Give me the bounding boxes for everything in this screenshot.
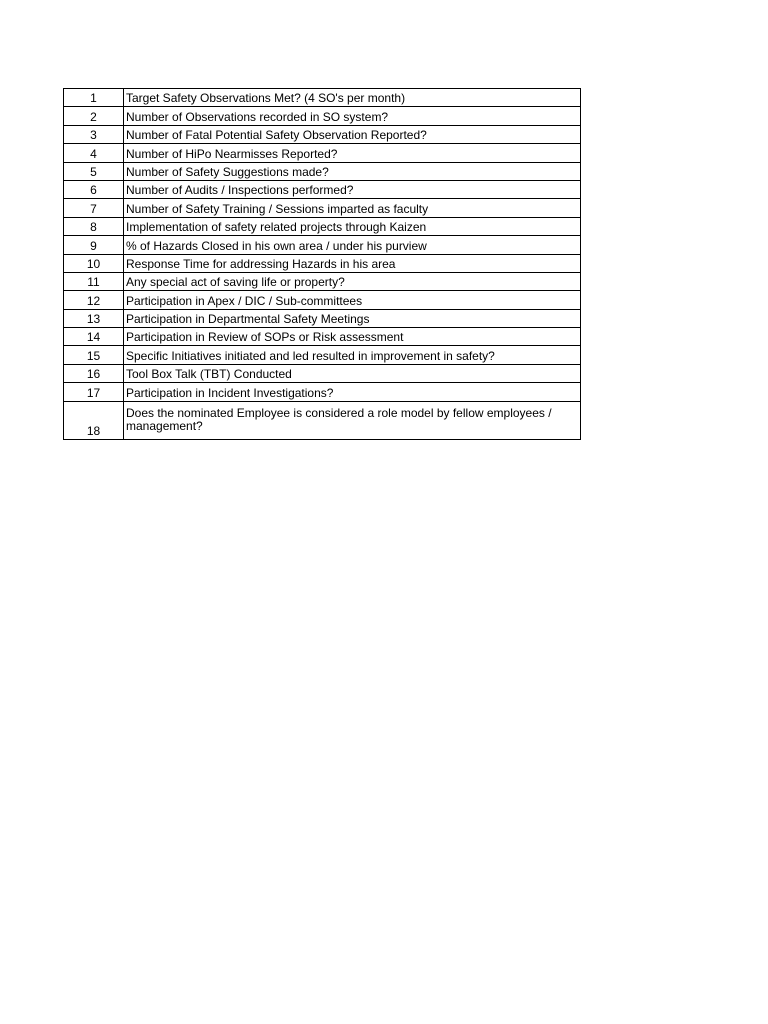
row-criterion: Number of Safety Training / Sessions imparted as faculty [124, 199, 581, 217]
table-row [64, 125, 581, 143]
table-row [64, 217, 581, 235]
row-criterion: Tool Box Talk (TBT) Conducted [124, 364, 581, 382]
row-number: 12 [64, 291, 124, 309]
row-number: 11 [64, 272, 124, 290]
row-criterion: Target Safety Observations Met? (4 SO's per month) [124, 89, 581, 107]
table-row [64, 328, 581, 346]
table-row [64, 291, 581, 309]
row-criterion: Implementation of safety related projects through Kaizen [124, 217, 581, 235]
row-criterion: Does the nominated Employee is considered a role model by fellow employees / management? [124, 401, 581, 439]
row-number: 3 [64, 125, 124, 143]
table-row [64, 236, 581, 254]
row-number: 13 [64, 309, 124, 327]
row-number: 4 [64, 144, 124, 162]
table-row [64, 346, 581, 364]
row-criterion: Participation in Review of SOPs or Risk assessment [124, 328, 581, 346]
row-number: 1 [64, 89, 124, 107]
table-row [64, 364, 581, 382]
table-row [64, 144, 581, 162]
table-row [64, 272, 581, 290]
row-number: 10 [64, 254, 124, 272]
row-criterion: Participation in Departmental Safety Meetings [124, 309, 581, 327]
row-number: 6 [64, 180, 124, 198]
criteria-table-body [64, 89, 581, 440]
row-number: 5 [64, 162, 124, 180]
table-row [64, 89, 581, 107]
row-criterion: Number of Audits / Inspections performed? [124, 180, 581, 198]
table-row [64, 107, 581, 125]
row-number: 18 [64, 401, 124, 439]
row-criterion: Participation in Apex / DIC / Sub-committees [124, 291, 581, 309]
row-number: 14 [64, 328, 124, 346]
criteria-table [63, 88, 581, 440]
row-criterion: Participation in Incident Investigations? [124, 383, 581, 401]
row-number: 2 [64, 107, 124, 125]
row-criterion: Response Time for addressing Hazards in his area [124, 254, 581, 272]
row-criterion: Number of Safety Suggestions made? [124, 162, 581, 180]
row-criterion: Any special act of saving life or property? [124, 272, 581, 290]
row-criterion: % of Hazards Closed in his own area / under his purview [124, 236, 581, 254]
table-row [64, 254, 581, 272]
table-row [64, 162, 581, 180]
table-row [64, 309, 581, 327]
row-criterion: Number of Fatal Potential Safety Observation Reported? [124, 125, 581, 143]
table-row [64, 180, 581, 198]
table-row [64, 383, 581, 401]
row-number: 7 [64, 199, 124, 217]
row-number: 8 [64, 217, 124, 235]
row-number: 9 [64, 236, 124, 254]
row-number: 16 [64, 364, 124, 382]
table-row [64, 401, 581, 439]
table-row [64, 199, 581, 217]
row-criterion: Specific Initiatives initiated and led resulted in improvement in safety? [124, 346, 581, 364]
row-number: 15 [64, 346, 124, 364]
row-number: 17 [64, 383, 124, 401]
row-criterion: Number of Observations recorded in SO system? [124, 107, 581, 125]
row-criterion: Number of HiPo Nearmisses Reported? [124, 144, 581, 162]
